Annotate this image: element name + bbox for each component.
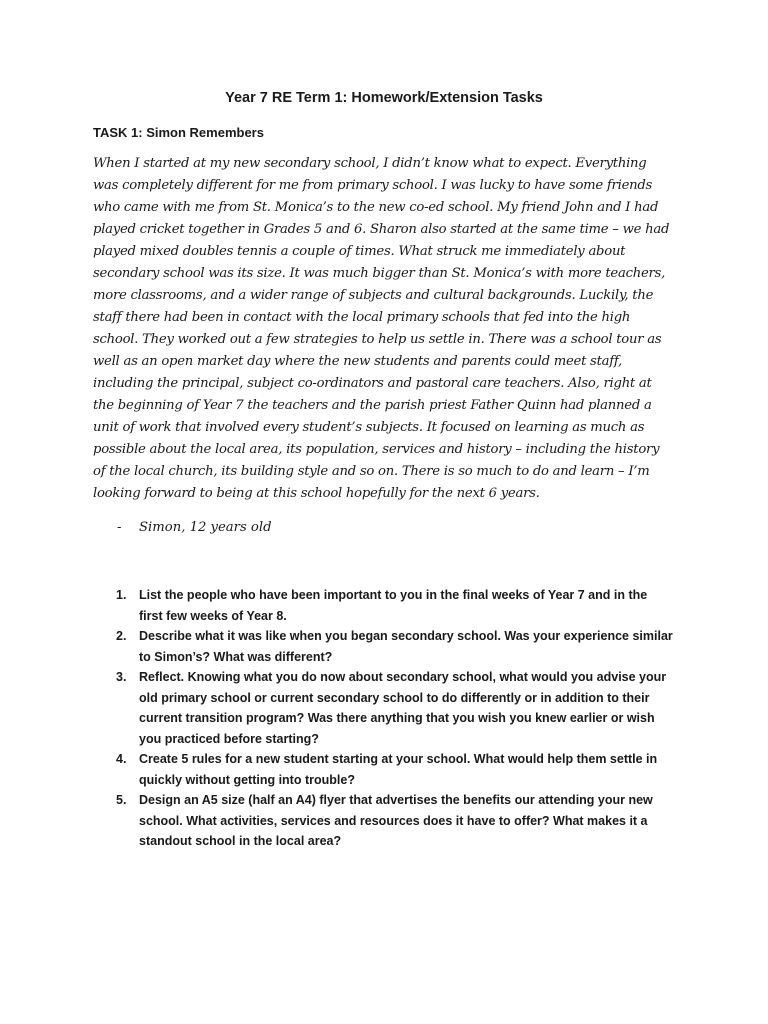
task-number: 1. [116, 588, 127, 602]
task-list [93, 585, 673, 852]
task-text: 5 rules for a new student starting at your school. What would help them settle in quickly without getting into trouble? [139, 752, 658, 787]
task-number: 3. [116, 670, 127, 684]
task-item [93, 626, 673, 667]
task-text: Knowing what you do now about secondary school, what would you advise your old primary school or current secondary school to do differently or in addition to their current transition program? Was there anything that you wish you knew earlier or wish you practiced before starting? [139, 670, 667, 746]
task-lead: Create [139, 752, 178, 766]
signature-text: Simon, 12 years old [139, 520, 272, 535]
task-number: 4. [116, 752, 127, 766]
task-item [93, 790, 673, 852]
task-item [93, 749, 673, 790]
task-text: the people who have been important to you in the final weeks of Year 7 and in the first few weeks of Year 8. [139, 588, 648, 623]
task-text: an A5 size (half an A4) flyer that advertises the benefits our attending your new school. What activities, services and resources does it have to offer? What makes it a standout school in the local area? [139, 793, 653, 848]
signature-line [117, 520, 272, 535]
task-heading: TASK 1: Simon Remembers [93, 125, 264, 140]
task-lead: List [139, 588, 162, 602]
signature-dash: - [117, 520, 122, 535]
page-title: Year 7 RE Term 1: Homework/Extension Tasks [225, 90, 543, 106]
task-lead: Design [139, 793, 181, 807]
task-text: what it was like when you began secondary school. Was your experience similar to Simon’s? What was different? [139, 629, 673, 664]
task-lead: Reflect. [139, 670, 185, 684]
story-paragraph: When I started at my new secondary school, I didn’t know what to expect. Everything was completely different for me from primary school. I was lucky to have some friends who came with me from St. Monica’s to the new co-ed school. My friend John and I had played cricket together in Grades 5 and 6. Sharon also started at the same time – we had played mixed doubles tennis a couple of times. What struck me immediately about secondary school was its size. It was much bigger than St. Monica’s with more teachers, more classrooms, and a wider range of subjects and cultural backgrounds. Luckily, the staff there had been in contact with the local primary schools that fed into the high school. They worked out a few strategies to help us settle in. There was a school tour as well as an open market day where the new students and parents could meet staff, including the principal, subject co-ordinators and pastoral care teachers. Also, right at the beginning of Year 7 the teachers and the parish priest Father Quinn had planned a unit of work that involved every student’s subjects. It focused on learning as much as possible about the local area, its population, services and history – including the history of the local church, its building style and so on. There is so much to do and learn – I’m looking forward to being at this school hopefully for the next 6 years. [93, 156, 670, 501]
task-lead: Describe [139, 629, 192, 643]
task-item [93, 585, 673, 626]
task-number: 5. [116, 793, 127, 807]
task-item [93, 667, 673, 749]
task-number: 2. [116, 629, 127, 643]
